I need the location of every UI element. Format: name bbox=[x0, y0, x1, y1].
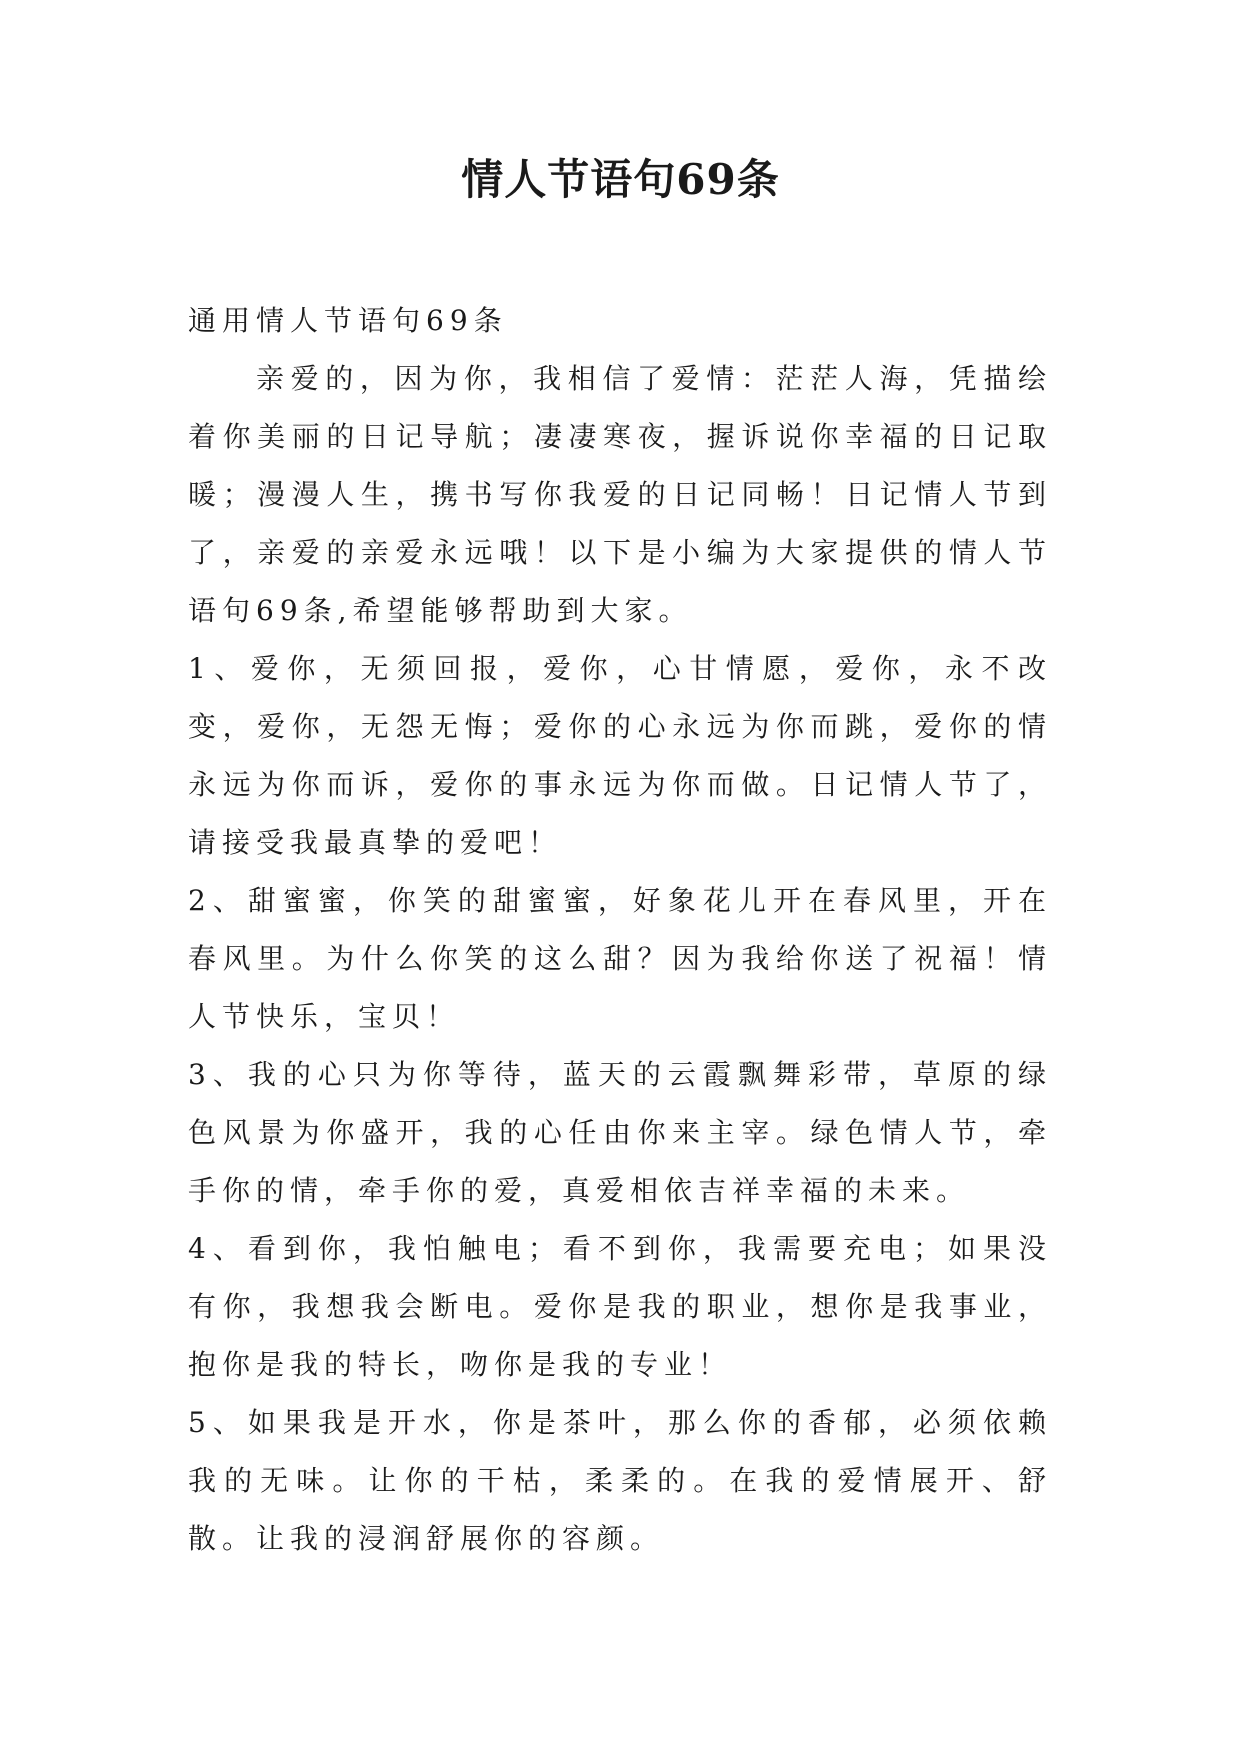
list-item: 3、我的心只为你等待，蓝天的云霞飘舞彩带，草原的绿色风景为你盛开，我的心任由你来主宰。绿色情人节，牵手你的情，牵手你的爱，真爱相依吉祥幸福的未来。 bbox=[188, 1058, 1052, 1207]
list-item: 1、爱你，无须回报，爱你，心甘情愿，爱你，永不改变，爱你，无怨无悔；爱你的心永远为你而跳，爱你的情永远为你而诉，爱你的事永远为你而做。日记情人节了，请接受我最真挚的爱吧！ bbox=[188, 652, 1052, 859]
document-title: 情人节语句69条 bbox=[461, 155, 780, 204]
intro-paragraph: 亲爱的，因为你，我相信了爱情：茫茫人海，凭描绘着你美丽的日记导航；凄凄寒夜，握诉说你幸福的日记取暖；漫漫人生，携书写你我爱的日记同畅！日记情人节到了，亲爱的亲爱永远哦！以下是小编为大家提供的情人节语句69条,希望能够帮助到大家。 bbox=[188, 362, 1052, 627]
document-body bbox=[188, 292, 1052, 1568]
list-item: 2、甜蜜蜜，你笑的甜蜜蜜，好象花儿开在春风里，开在春风里。为什么你笑的这么甜？因为我给你送了祝福！情人节快乐，宝贝！ bbox=[188, 884, 1052, 1033]
list-item: 4、看到你，我怕触电；看不到你，我需要充电；如果没有你，我想我会断电。爱你是我的职业，想你是我事业，抱你是我的特长，吻你是我的专业！ bbox=[188, 1232, 1052, 1381]
document-subtitle: 通用情人节语句69条 bbox=[188, 304, 508, 337]
list-item: 5、如果我是开水，你是茶叶，那么你的香郁，必须依赖我的无味。让你的干枯，柔柔的。在我的爱情展开、舒散。让我的浸润舒展你的容颜。 bbox=[188, 1406, 1052, 1555]
